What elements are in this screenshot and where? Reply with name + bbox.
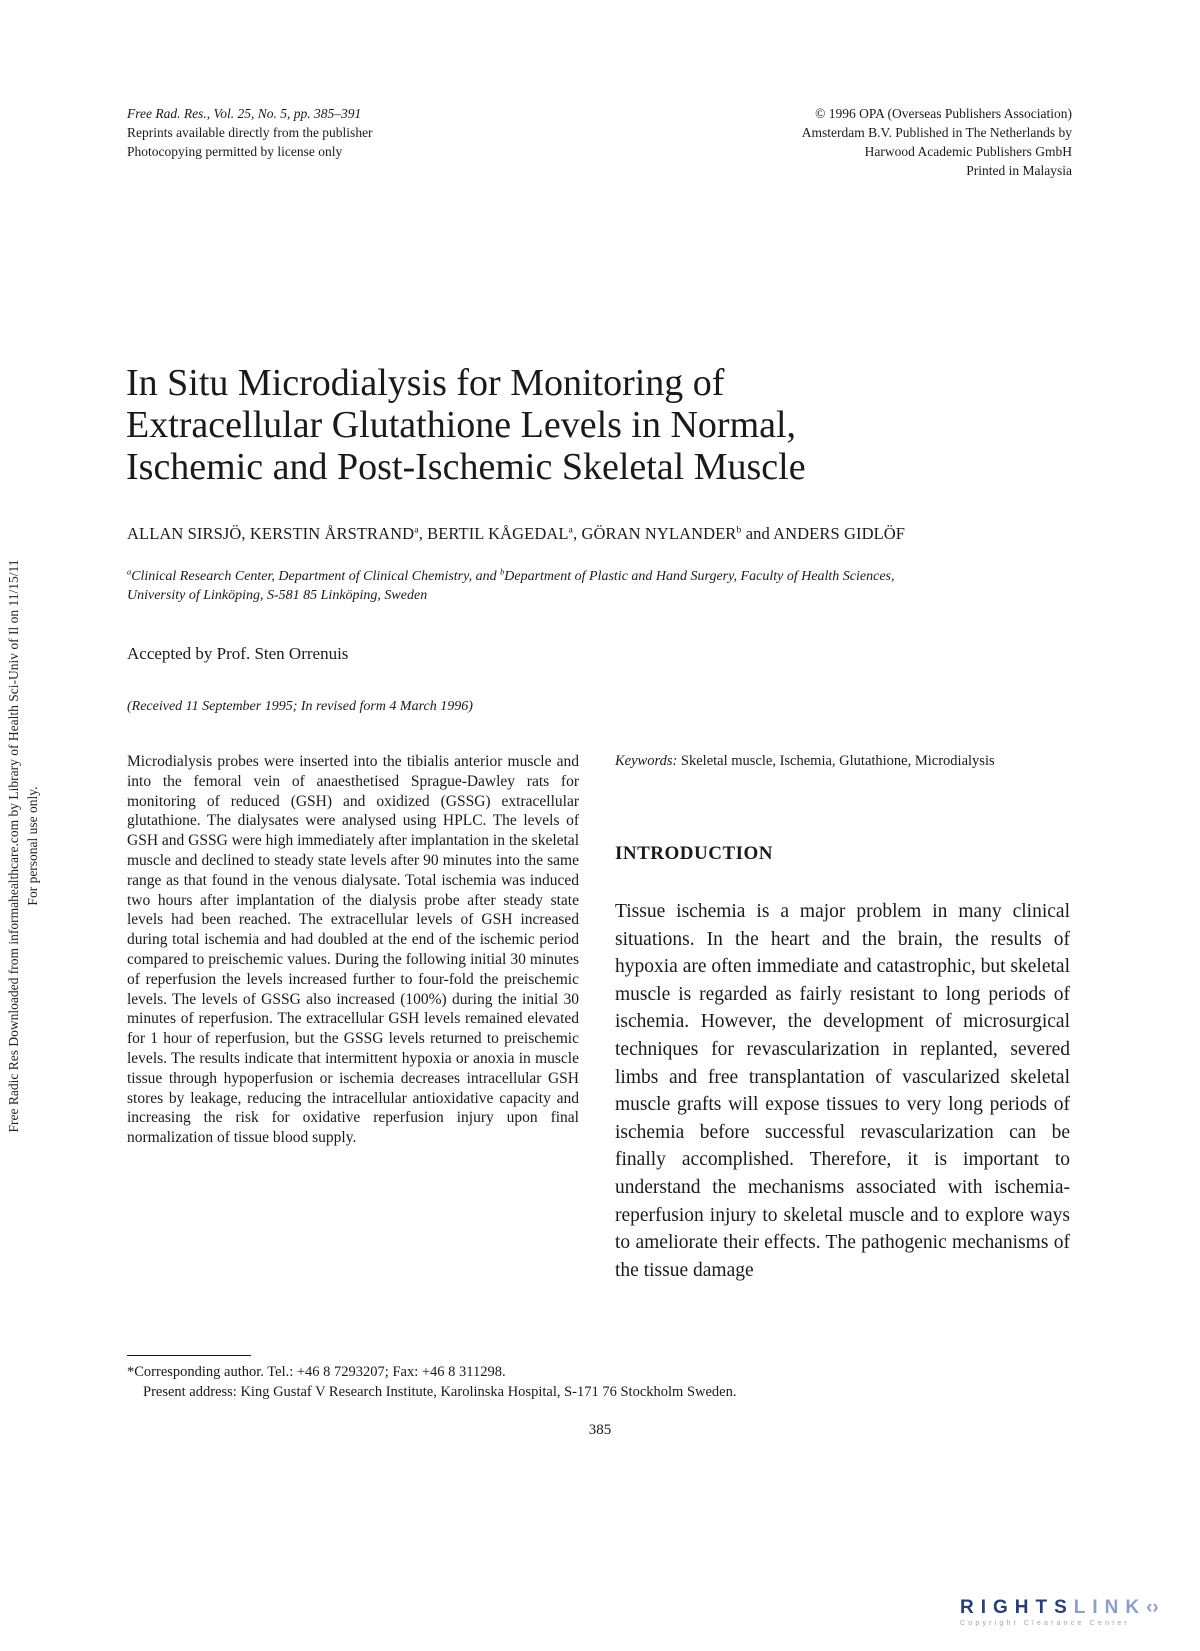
copyright-line: Printed in Malaysia — [966, 163, 1072, 178]
footnote: *Corresponding author. Tel.: +46 8 7293207; Fax: +46 8 311298. — [127, 1364, 506, 1380]
watermark-line: For personal use only. — [25, 786, 40, 906]
author-name: KERSTIN ÅRSTRAND — [249, 524, 415, 543]
copyright-line: Harwood Academic Publishers GmbH — [864, 144, 1072, 159]
author-list — [127, 524, 1087, 544]
arrows-icon: ‹› — [1146, 1597, 1159, 1618]
author-name: , GÖRAN NYLANDER — [573, 524, 737, 543]
affiliation-text: University of Linköping, S-581 85 Linköping, Sweden — [127, 588, 428, 603]
affiliation-marker: b — [500, 567, 505, 577]
section-heading: INTRODUCTION — [615, 843, 774, 864]
rightslink-subtitle: Copyright Clearance Center — [960, 1620, 1130, 1627]
received-dates: (Received 11 September 1995; In revised form 4 March 1996) — [127, 699, 473, 714]
footnote-divider — [127, 1355, 251, 1356]
affiliation-text: Department of Plastic and Hand Surgery, Faculty of Health Sciences, — [504, 569, 895, 584]
rightslink-text: LINK — [1073, 1597, 1147, 1618]
introduction-text: Tissue ischemia is a major problem in many clinical situations. In the heart and the brain, the results of hypoxia are often immediate and catastrophic, but skeletal muscle is regarded as fairly resistant to long periods of ischemia. However, the development of microsurgical techniques for revascularization in replanted, severed limbs and free transplantation of vascularized skeletal muscle grafts will expose tissues to very long periods of ischemia before successful revascularization can be finally accomplished. Therefore, it is important to understand the mechanisms associated with ischemia-reperfusion injury to skeletal muscle and to explore ways to ameliorate their effects. The pathogenic mechanisms of the tissue damage — [615, 901, 1070, 1281]
download-watermark — [4, 496, 44, 1196]
article-title — [126, 362, 1026, 488]
affiliation-text: Clinical Research Center, Department of Clinical Chemistry, and — [131, 569, 501, 584]
footnotes — [127, 1362, 1027, 1402]
title-line: In Situ Microdialysis for Monitoring of — [126, 362, 725, 404]
copyright-line: Amsterdam B.V. Published in The Netherlands by — [801, 125, 1072, 140]
author-name: and ANDERS GIDLÖF — [741, 524, 906, 543]
copyright-block — [652, 104, 1072, 180]
accepted-by: Accepted by Prof. Sten Orrenuis — [127, 644, 349, 663]
citation-line: Photocopying permitted by license only — [127, 144, 343, 159]
footnote: Present address: King Gustaf V Research Institute, Karolinska Hospital, S-171 76 Stockholm Sweden. — [143, 1384, 737, 1400]
rightslink-logo[interactable] — [960, 1597, 1180, 1631]
affiliation-marker: a — [127, 567, 132, 577]
page-number: 385 — [588, 1422, 612, 1438]
title-line: Extracellular Glutathione Levels in Normal, — [126, 404, 797, 446]
affiliation-marker: b — [736, 524, 742, 536]
copyright-line: © 1996 OPA (Overseas Publishers Association) — [815, 106, 1072, 121]
author-name: , BERTIL KÅGEDAL — [418, 524, 569, 543]
title-line: Ischemic and Post-Ischemic Skeletal Muscle — [126, 446, 806, 488]
keywords — [615, 752, 1070, 771]
citation-line: Free Rad. Res., Vol. 25, No. 5, pp. 385–391 — [127, 106, 362, 121]
abstract: Microdialysis probes were inserted into the tibialis anterior muscle and into the femoral vein of anaesthetised Sprague-Dawley rats for monitoring of reduced (GSH) and oxidized (GSSG) extracellular glutathione. The dialysates were analysed using HPLC. The levels of GSH and GSSG were high immediately after implantation in the skeletal muscle and declined to steady state levels after 90 minutes into the same range as that found in the venous dialysate. Total ischemia was induced two hours after implantation of the dialysis probe after steady state levels had been reached. The extracellular levels of GSH increased during total ischemia and had doubled at the end of the ischemic period compared to preischemic values. During the following initial 30 minutes of reperfusion the levels increased further to four-fold the preischemic levels. The levels of GSSG also increased (100%) during the initial 30 minutes of reperfusion. The extracellular GSH levels remained elevated for 1 hour of reperfusion, but the GSSG levels returned to preischemic levels. The results indicate that intermittent hypoxia or anoxia in muscle tissue through hypoperfusion or ischemia decreases intracellular GSH stores by leakage, reducing the intracellular antioxidative capacity and increasing the risk for oxidative reperfusion injury upon final normalization of tissue blood supply. — [127, 753, 579, 1147]
affiliation-marker: a — [414, 524, 419, 536]
keywords-label: Keywords: — [615, 753, 678, 769]
rightslink-text: RIGHTS — [960, 1597, 1074, 1618]
journal-citation — [127, 104, 547, 161]
citation-line: Reprints available directly from the publisher — [127, 125, 373, 140]
affiliations — [127, 567, 1047, 605]
author-name: ALLAN SIRSJÖ, — [127, 524, 250, 543]
affiliation-marker: a — [568, 524, 574, 536]
keywords-text: Skeletal muscle, Ischemia, Glutathione, Microdialysis — [677, 753, 995, 769]
watermark-line: Free Radic Res Downloaded from informahealthcare.com by Library of Health Sci-Univ of Il on 11/15/11 — [6, 559, 21, 1133]
